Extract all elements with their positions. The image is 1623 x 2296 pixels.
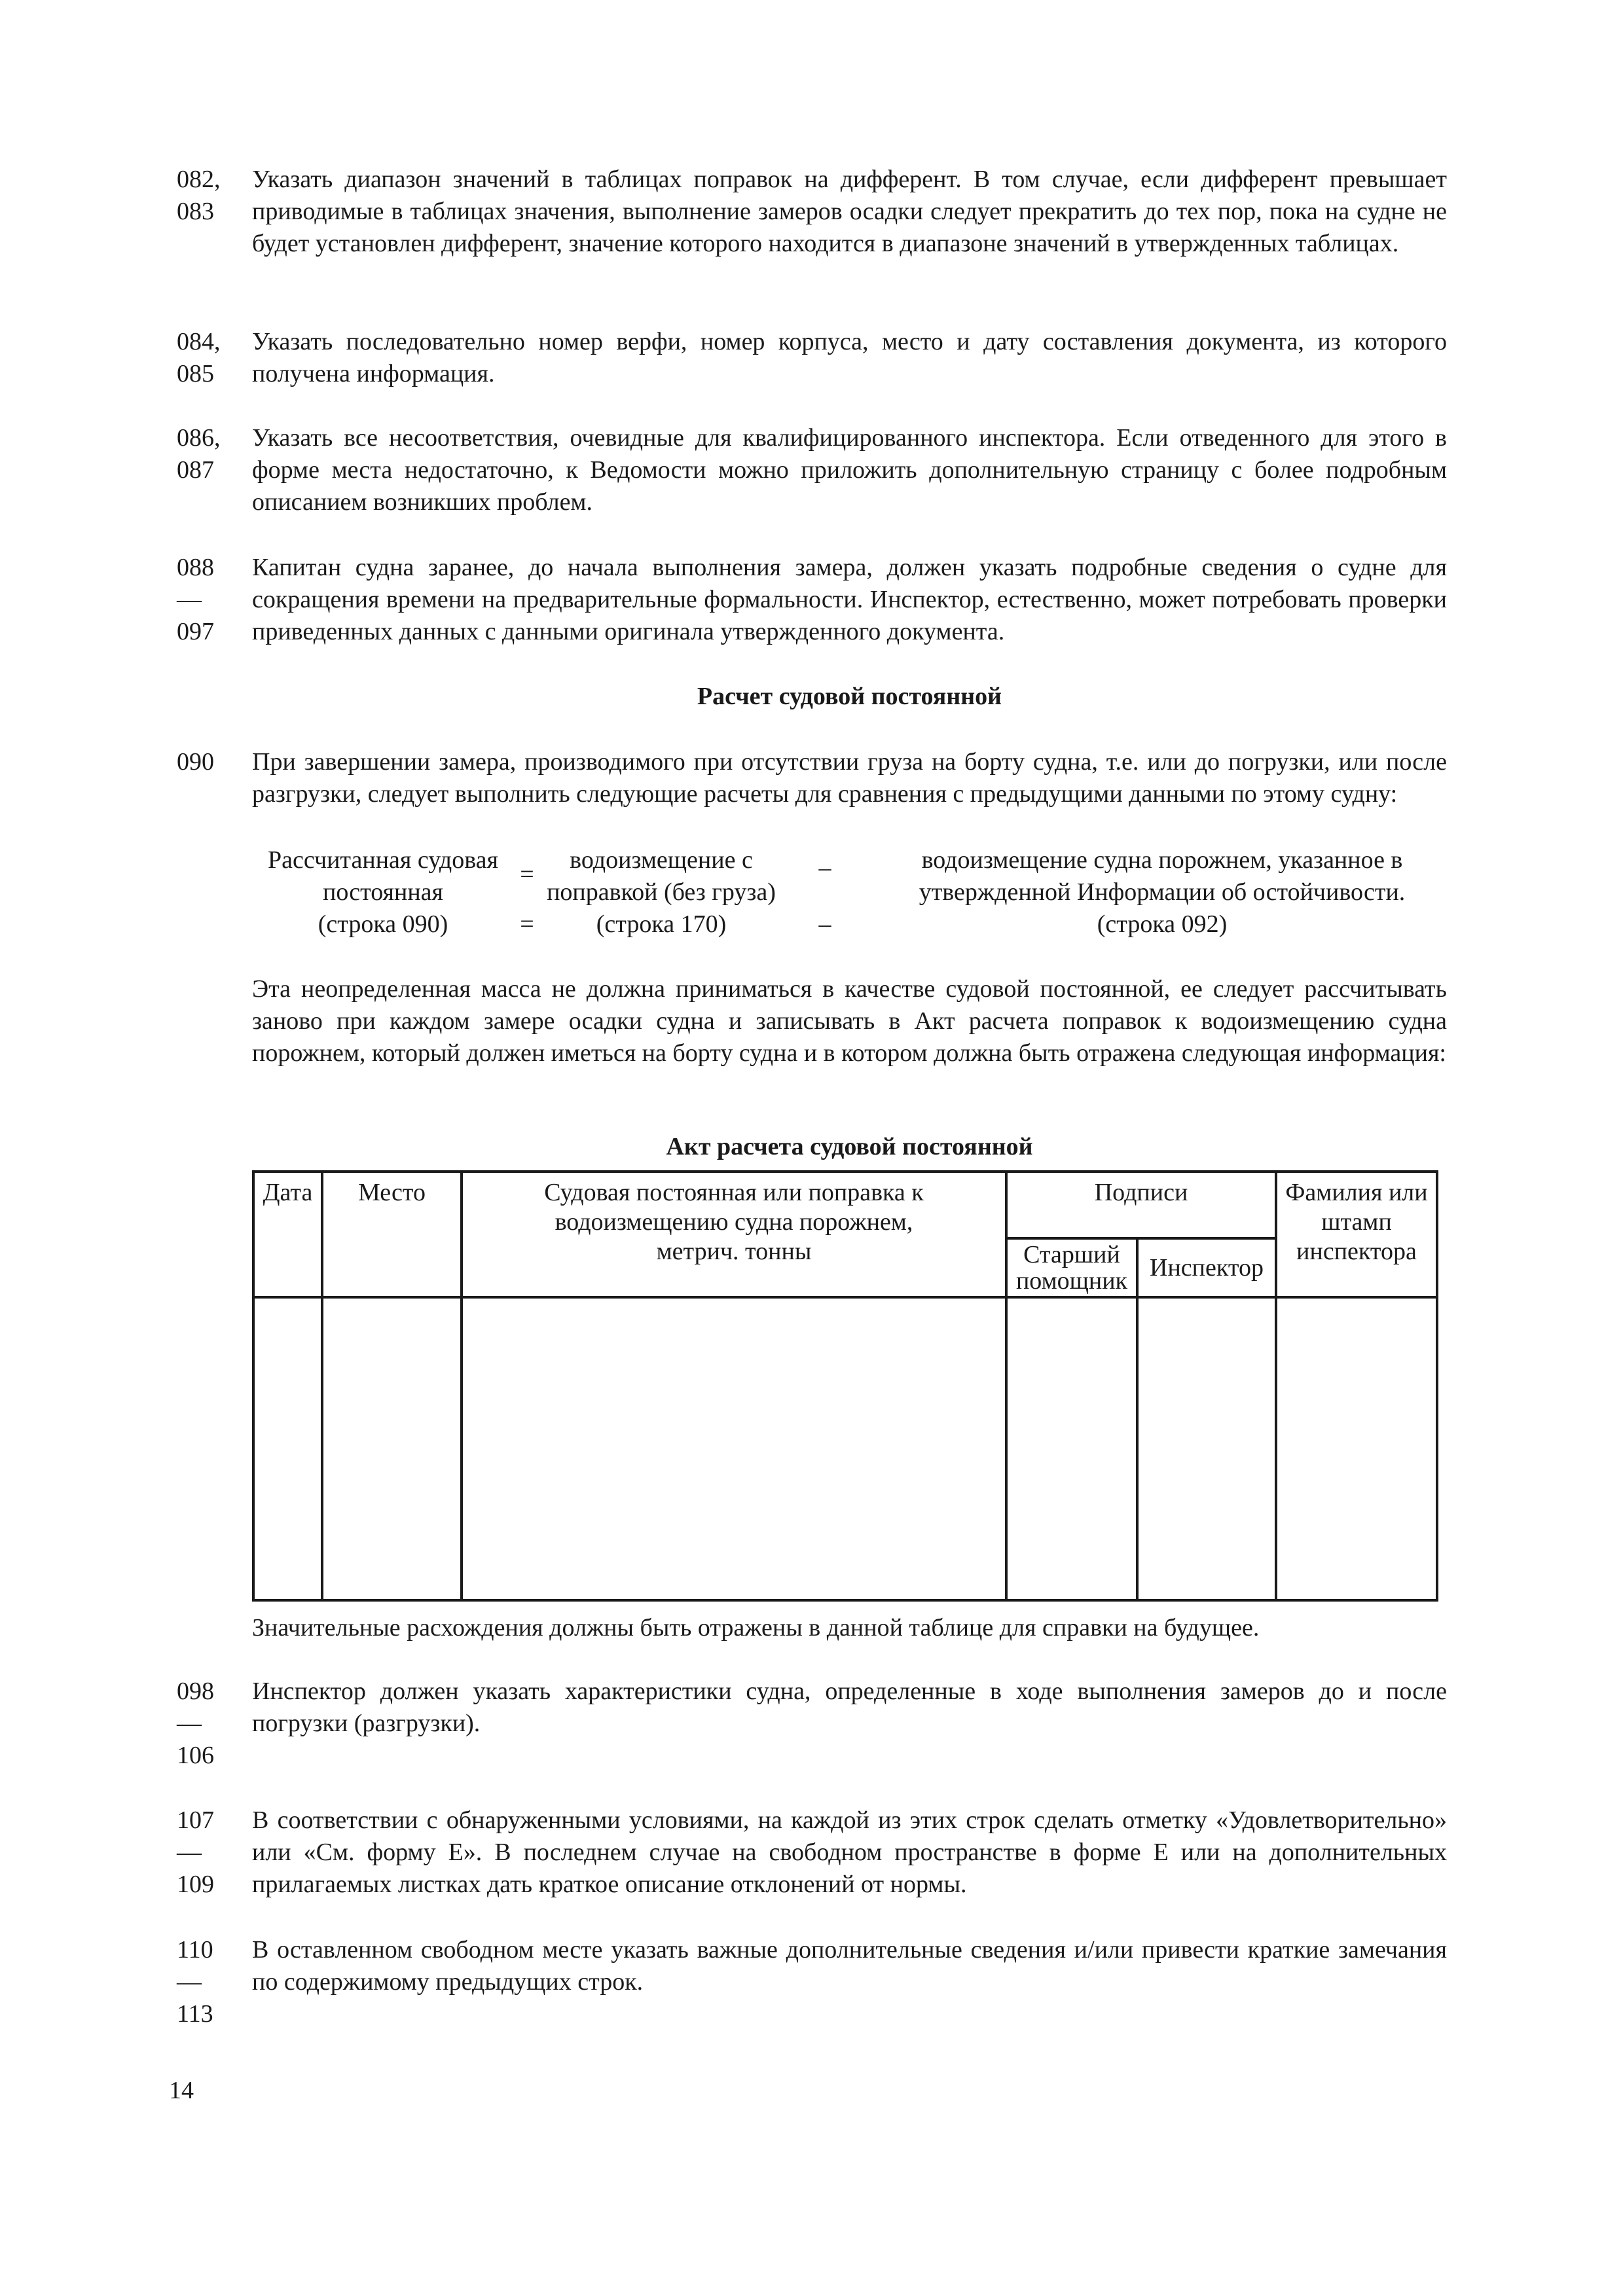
table-cell-empty	[1276, 1297, 1437, 1600]
table-title: Акт расчета судовой постоянной	[666, 1133, 1033, 1160]
formula-term-corrected-displacement: водоизмещение с поправкой (без груза) (строка 170)	[547, 846, 776, 938]
entry-text: Указать последовательно номер верфи, номер корпуса, место и дату составления документа, из которого получена информация.	[252, 328, 1447, 387]
entry-text: Инспектор должен указать характеристики судна, определенные в ходе выполнения замеров до и после погрузки (разгрузки).	[252, 1677, 1447, 1737]
section-heading: Расчет судовой постоянной	[697, 683, 1002, 710]
table-cell-empty	[1137, 1297, 1276, 1600]
paragraph-indeterminate-mass: Эта неопределенная масса не должна приниматься в качестве судовой постоянной, ее следует рассчитывать заново при каждом замере осадки судна и записывать в Акт расчета поправок к водоизмещению судна порожнем, который должен иметься на борту судна и в котором должна быть отражена следующая информация:	[252, 975, 1447, 1067]
column-header-inspector-name: Фамилия или штамп инспектора	[1276, 1172, 1437, 1297]
column-header-ship-constant: Судовая постоянная или поправка к водоизмещению судна порожнем, метрич. тонны	[462, 1172, 1006, 1297]
entry-number: 084, 085	[177, 328, 221, 387]
column-header-inspector: Инспектор	[1137, 1238, 1276, 1297]
column-header-chief-mate: Старший помощник	[1006, 1238, 1137, 1297]
formula-term-calculated-constant: Рассчитанная судовая постоянная (строка 090)	[268, 846, 498, 938]
column-header-place: Место	[322, 1172, 462, 1297]
page-number: 14	[169, 2077, 194, 2104]
ship-constant-act-table	[252, 1170, 1438, 1602]
entry-number: 110 — 113	[177, 1936, 213, 2028]
entry-text: Указать все несоответствия, очевидные для квалифицированного инспектора. Если отведенного для этого в форме места недостаточно, к Ведомости можно приложить дополнительную страницу с более подробным описанием возникших проблем.	[252, 424, 1447, 516]
note-after-table: Значительные расхождения должны быть отражены в данной таблице для справки на будущее.	[252, 1614, 1260, 1641]
formula-minus-sign: –	[818, 910, 831, 938]
entry-number: 098 — 106	[177, 1677, 214, 1769]
entry-number: 090	[177, 748, 214, 776]
table-cell-empty	[1006, 1297, 1137, 1600]
formula-equals-sign: =	[520, 861, 534, 888]
entry-text: В соответствии с обнаруженными условиями, на каждой из этих строк сделать отметку «Удовлетворительно» или «См. форму Е». В последнем случае на свободном пространстве в форме Е или на дополнительных прилагаемых листках дать краткое описание отклонений от нормы.	[252, 1806, 1447, 1898]
formula-term-lightship-displacement: водоизмещение судна порожнем, указанное в утвержденной Информации об остойчивости. (строка 092)	[919, 846, 1406, 938]
entry-number: 088 — 097	[177, 554, 214, 645]
formula-minus-sign: –	[818, 854, 831, 882]
table-cell-empty	[322, 1297, 462, 1600]
entry-text: Капитан судна заранее, до начала выполнения замера, должен указать подробные сведения о судне для сокращения времени на предварительные формальности. Инспектор, естественно, может потребовать проверки приведенных данных с данными оригинала утвержденного документа.	[252, 554, 1447, 645]
entry-text: В оставленном свободном месте указать важные дополнительные сведения и/или привести краткие замечания по содержимому предыдущих строк.	[252, 1936, 1447, 1996]
entry-number: 107 — 109	[177, 1806, 214, 1898]
column-header-signatures: Подписи	[1006, 1172, 1276, 1238]
table-cell-empty	[253, 1297, 322, 1600]
table-cell-empty	[462, 1297, 1006, 1600]
entry-number: 082, 083	[177, 166, 221, 225]
entry-text: При завершении замера, производимого при отсутствии груза на борту судна, т.е. или до погрузки, или после разгрузки, следует выполнить следующие расчеты для сравнения с предыдущими данными по этому судну:	[252, 748, 1447, 808]
column-header-date: Дата	[253, 1172, 322, 1297]
formula-equals-sign: =	[520, 910, 534, 938]
entry-text: Указать диапазон значений в таблицах поправок на дифферент. В том случае, если дифферент превышает приводимые в таблицах значения, выполнение замеров осадки следует прекратить до тех пор, пока на судне не будет установлен дифферент, значение которого находится в диапазоне значений в утвержденных таблицах.	[252, 166, 1447, 257]
entry-number: 086, 087	[177, 424, 221, 484]
constant-formula	[252, 844, 1447, 942]
